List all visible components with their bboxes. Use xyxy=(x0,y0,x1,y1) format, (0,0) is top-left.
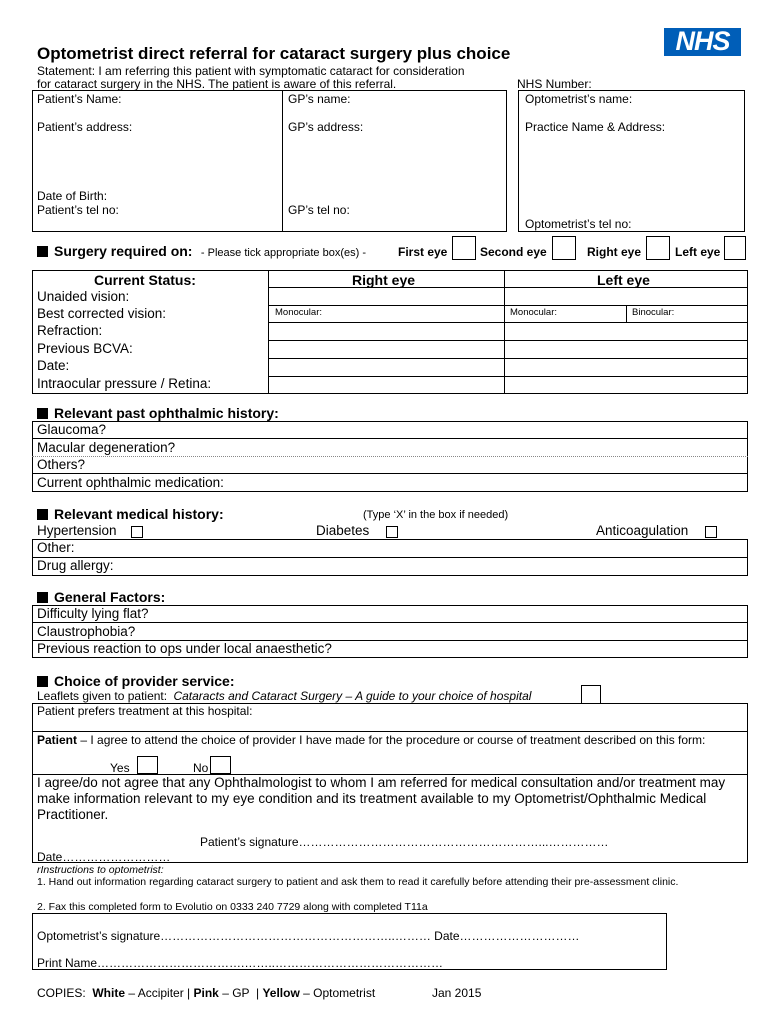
form-version-date: Jan 2015 xyxy=(432,986,482,1000)
hypertension-checkbox[interactable] xyxy=(131,526,143,538)
preferred-hospital-field[interactable]: Patient prefers treatment at this hospital: xyxy=(37,704,253,718)
yes-label: Yes xyxy=(110,761,130,775)
nhs-logo-text: NHS xyxy=(675,26,730,56)
history-row-macular-degeneration[interactable]: Macular degeneration? xyxy=(37,440,176,455)
consent-patient-label: Patient xyxy=(37,733,78,747)
no-label: No xyxy=(193,761,209,775)
factor-lying-flat[interactable]: Difficulty lying flat? xyxy=(37,606,149,621)
status-row-unaided-vision: Unaided vision: xyxy=(37,289,130,304)
gp-tel-label: GP’s tel no: xyxy=(288,203,350,217)
medical-history-heading-row xyxy=(37,506,224,524)
history-row-current-medication[interactable]: Current ophthalmic medication: xyxy=(37,475,224,490)
patient-tel-label: Patient’s tel no: xyxy=(37,203,119,217)
right-monocular-label: Monocular: xyxy=(275,307,322,318)
status-row-best-corrected-vision: Best corrected vision: xyxy=(37,306,167,321)
bullet-square-icon xyxy=(37,246,48,257)
bullet-square-icon xyxy=(37,592,48,603)
copies-yellow: Yellow xyxy=(262,986,300,1000)
instructions-heading: rInstructions to optometrist: xyxy=(37,864,164,876)
past-history-heading: Relevant past ophthalmic history: xyxy=(54,405,279,421)
left-eye-checkbox[interactable] xyxy=(724,236,746,260)
left-monocular-label: Monocular: xyxy=(510,307,557,318)
gp-name-label: GP’s name: xyxy=(288,92,351,106)
status-row-iop-retina: Intraocular pressure / Retina: xyxy=(37,376,212,391)
diabetes-label: Diabetes xyxy=(316,523,370,538)
information-sharing-statement: I agree/do not agree that any Ophthalmologist to whom I am referred for medical consultation and/or treatment may make information relevant to my eye condition and its treatment available to my Optometrist/Ophthalmic Medical Practitioner. xyxy=(37,775,726,822)
patient-date-field[interactable]: Date……………………… xyxy=(37,850,171,864)
patient-details-box[interactable] xyxy=(32,90,283,232)
copies-yellow-to: – Optometrist xyxy=(299,986,376,1000)
copies-pink: Pink xyxy=(193,986,219,1000)
second-eye-checkbox[interactable] xyxy=(552,236,576,260)
anticoagulation-label: Anticoagulation xyxy=(596,523,689,538)
leaflets-line xyxy=(37,689,531,703)
nhs-number-label: NHS Number: xyxy=(517,77,592,91)
first-eye-checkbox[interactable] xyxy=(452,236,476,260)
leaflets-checkbox[interactable] xyxy=(581,685,601,704)
patient-signature-field[interactable]: Patient’s signature……………………………………………………...…………… xyxy=(200,835,609,849)
print-name-field[interactable]: Print Name……………………………….……..…………………………………… xyxy=(37,956,444,970)
optometrist-details-box[interactable] xyxy=(518,90,745,232)
date-of-birth-label: Date of Birth: xyxy=(37,189,108,203)
yes-checkbox[interactable] xyxy=(137,756,158,774)
gp-address-label: GP’s address: xyxy=(288,120,364,134)
copies-pink-to: – GP | xyxy=(218,986,263,1000)
copies-footer xyxy=(37,986,375,1000)
no-checkbox[interactable] xyxy=(210,756,231,774)
consent-text: – I agree to attend the choice of provider I have made for the procedure or course of treatment described on this form: xyxy=(77,733,706,747)
gp-details-box[interactable] xyxy=(282,90,507,232)
hypertension-label: Hypertension xyxy=(37,523,117,538)
left-eye-label: Left eye xyxy=(675,245,721,259)
medical-history-heading: Relevant medical history: xyxy=(54,506,224,522)
nhs-logo xyxy=(664,28,741,56)
status-row-date: Date: xyxy=(37,358,70,373)
bullet-square-icon xyxy=(37,408,48,419)
diabetes-checkbox[interactable] xyxy=(386,526,398,538)
status-row-previous-bcva: Previous BCVA: xyxy=(37,341,133,356)
bullet-square-icon xyxy=(37,676,48,687)
copies-white-to: – Accipiter | xyxy=(125,986,194,1000)
copies-white: White xyxy=(92,986,126,1000)
optometrist-signature-field[interactable]: Optometrist’s signature…………………………………………………..……… Date………………………… xyxy=(37,929,580,943)
history-row-glaucoma[interactable]: Glaucoma? xyxy=(37,422,107,437)
surgery-heading-row xyxy=(37,243,366,261)
optometrist-tel-label: Optometrist’s tel no: xyxy=(525,217,632,231)
optometrist-name-label: Optometrist’s name: xyxy=(525,92,633,106)
statement-line-1: Statement: I am referring this patient with symptomatic cataract for consideration xyxy=(37,64,465,78)
instruction-1: 1. Hand out information regarding cataract surgery to patient and ask them to read it carefully before attending their pre-assessment clinic. xyxy=(37,876,679,888)
leaflets-title: Cataracts and Cataract Surgery – A guide to your choice of hospital xyxy=(173,689,532,703)
factor-claustrophobia[interactable]: Claustrophobia? xyxy=(37,624,136,639)
medical-other-field[interactable]: Other: xyxy=(37,540,75,555)
bullet-square-icon xyxy=(37,509,48,520)
statement-line-2: for cataract surgery in the NHS. The patient is aware of this referral. xyxy=(37,77,397,91)
status-row-refraction: Refraction: xyxy=(37,323,103,338)
right-eye-checkbox[interactable] xyxy=(646,236,670,260)
form-title: Optometrist direct referral for cataract surgery plus choice xyxy=(37,44,511,63)
consent-statement xyxy=(37,733,737,747)
right-eye-label: Right eye xyxy=(587,245,642,259)
second-eye-label: Second eye xyxy=(480,245,547,259)
status-right-eye-heading: Right eye xyxy=(352,272,416,288)
patient-address-label: Patient’s address: xyxy=(37,120,133,134)
history-row-others[interactable]: Others? xyxy=(37,457,86,472)
surgery-heading: Surgery required on: xyxy=(54,243,193,259)
instruction-2: 2. Fax this completed form to Evolutio on 0333 240 7729 along with completed T11a xyxy=(37,901,428,913)
general-factors-heading: General Factors: xyxy=(54,589,166,605)
choice-heading: Choice of provider service: xyxy=(54,673,235,689)
current-status-heading: Current Status: xyxy=(94,272,196,288)
surgery-instruction: - Please tick appropriate box(es) - xyxy=(200,247,366,259)
left-binocular-label: Binocular: xyxy=(632,307,675,318)
practice-address-label: Practice Name & Address: xyxy=(525,120,666,134)
factor-anaesthetic-reaction[interactable]: Previous reaction to ops under local anaesthetic? xyxy=(37,641,332,656)
leaflets-prefix: Leaflets given to patient: xyxy=(37,689,168,703)
anticoagulation-checkbox[interactable] xyxy=(705,526,717,538)
copies-prefix: COPIES: xyxy=(37,986,93,1000)
patient-name-label: Patient’s Name: xyxy=(37,92,122,106)
first-eye-label: First eye xyxy=(398,245,448,259)
medical-history-note: (Type ‘X’ in the box if needed) xyxy=(363,509,509,521)
status-left-eye-heading: Left eye xyxy=(597,272,650,288)
drug-allergy-field[interactable]: Drug allergy: xyxy=(37,558,114,573)
